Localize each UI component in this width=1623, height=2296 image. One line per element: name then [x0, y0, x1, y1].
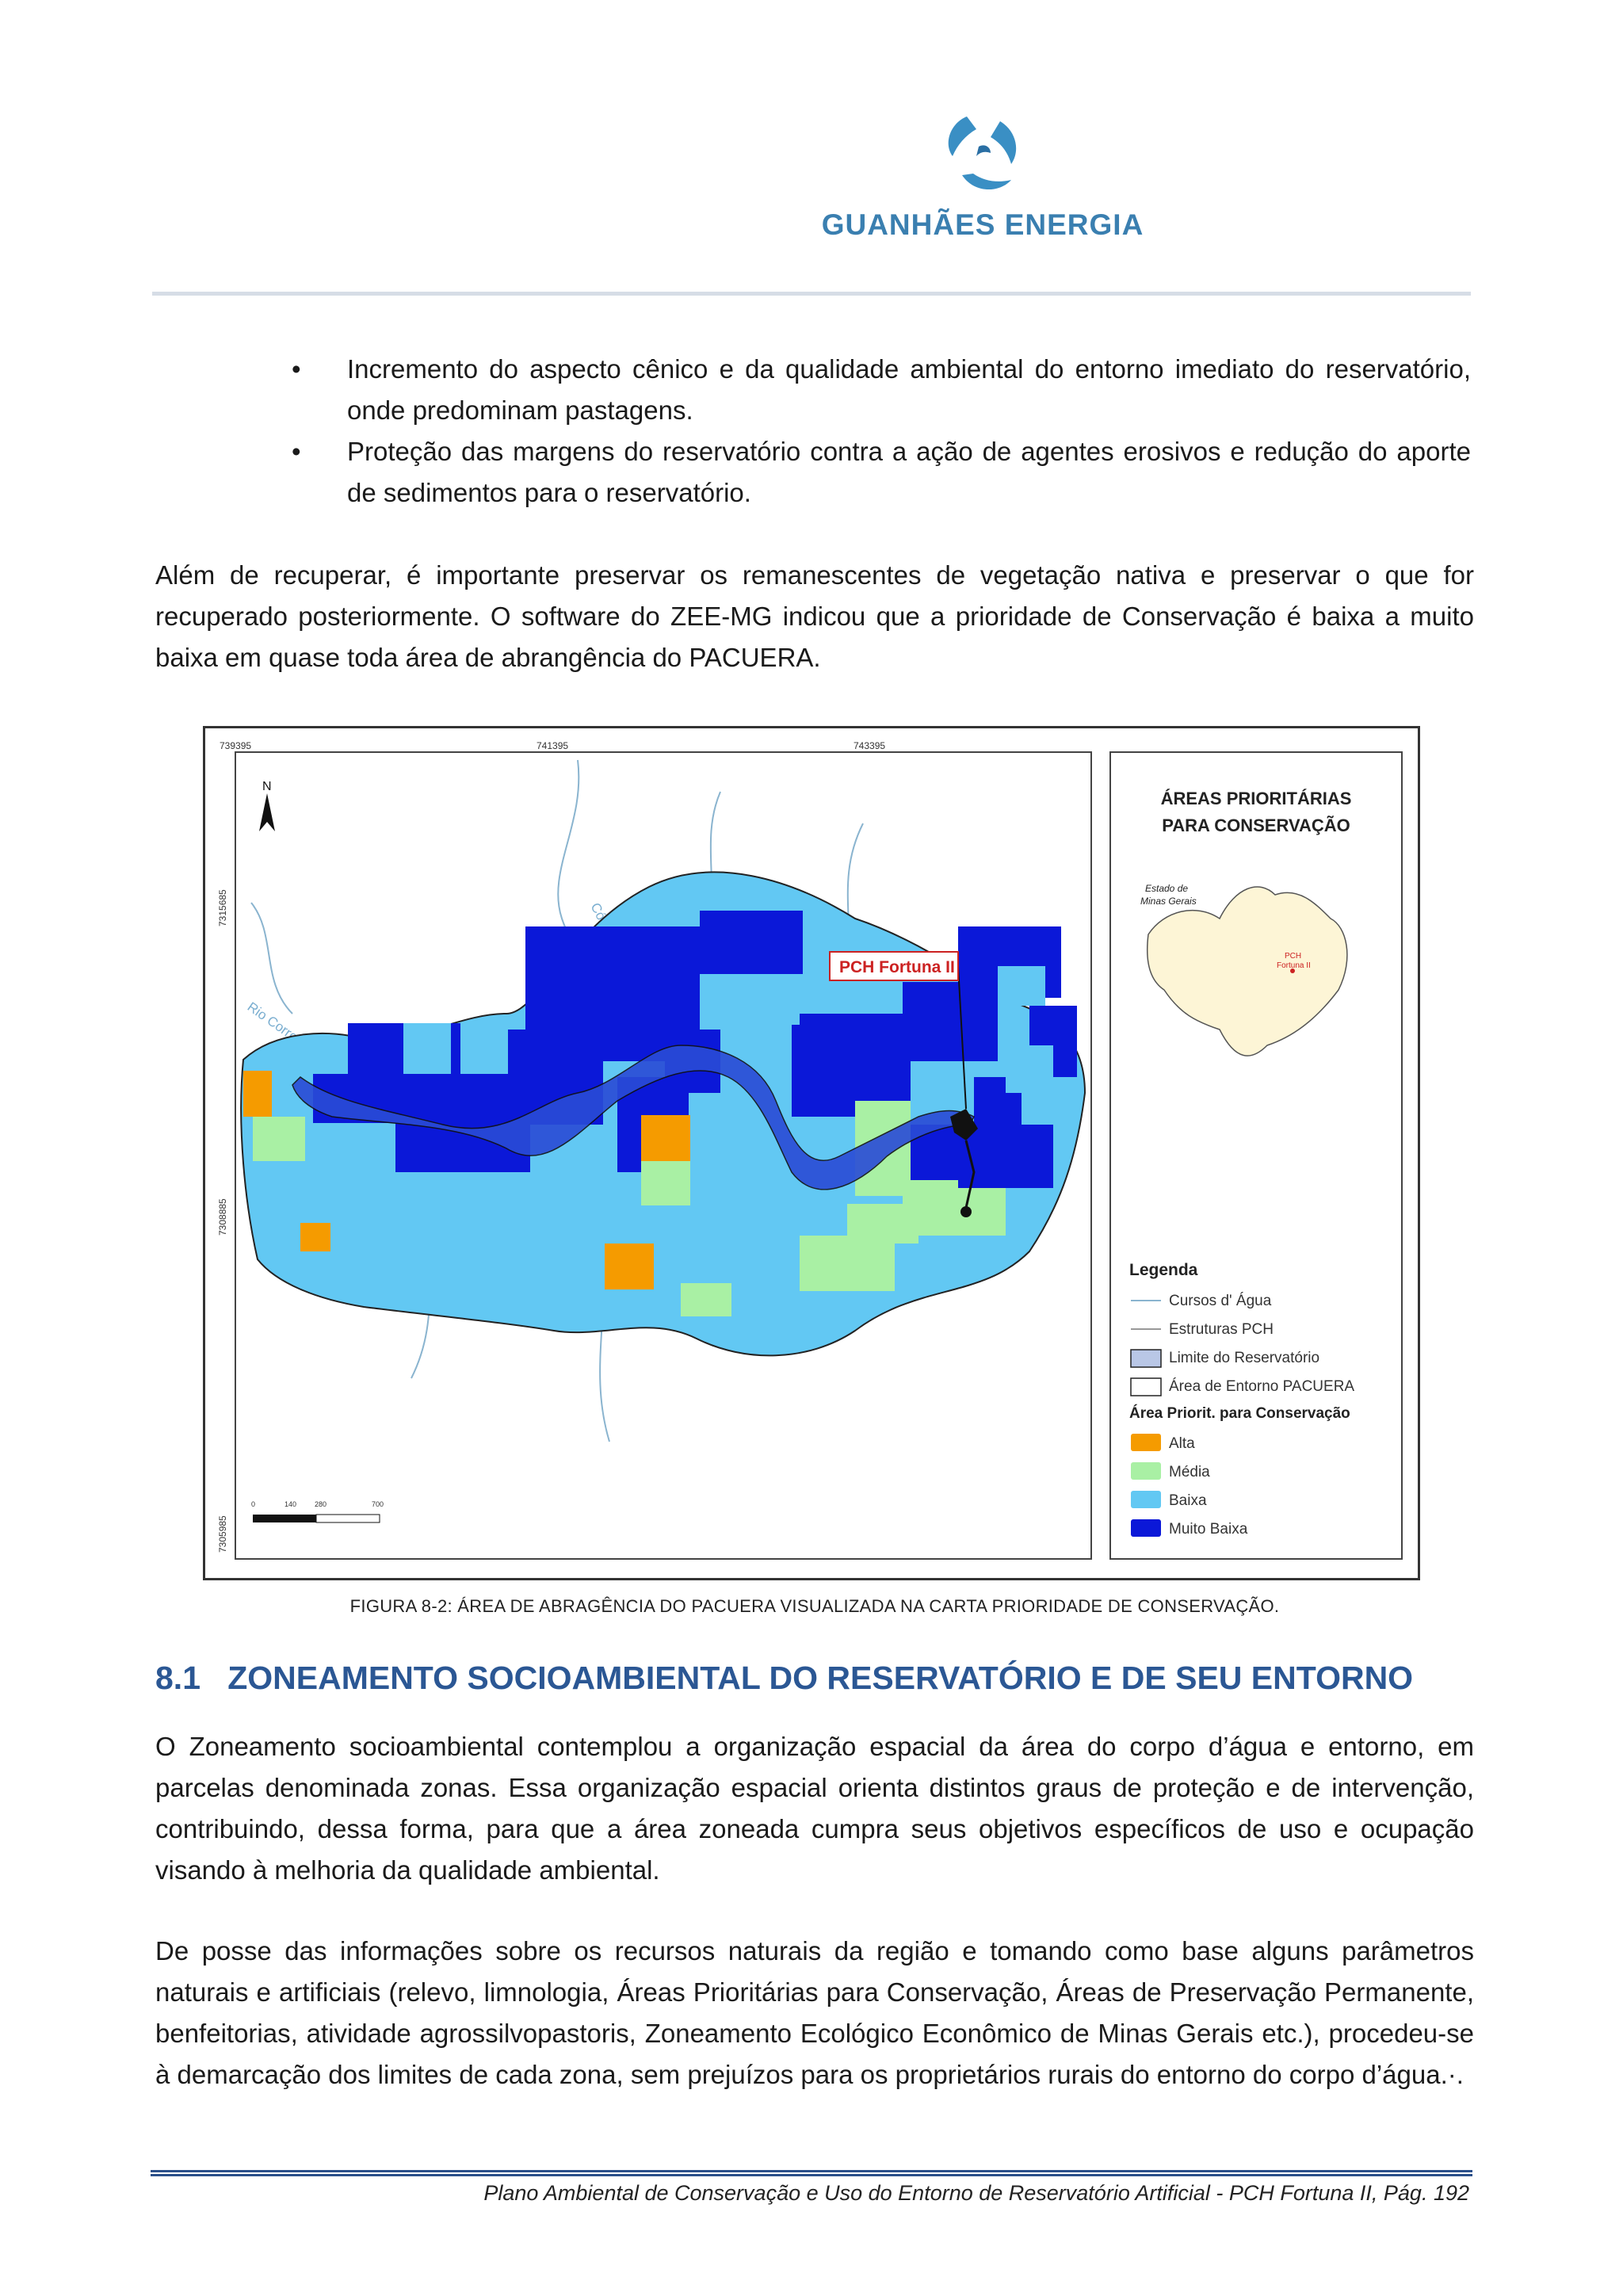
coord-label-top: 741395	[537, 740, 569, 751]
paragraph: Além de recuperar, é importante preservar os remanescentes de vegetação nativa e preservar o que for recuperado posteriormente. O software do ZEE-MG indicou que a prioridade de Conservação é baixa a muito baixa em quase toda área de abrangência do PACUERA.	[155, 560, 1474, 672]
legend-item: Cursos d' Água	[1169, 1293, 1272, 1309]
legend-item: Área de Entorno PACUERA	[1169, 1378, 1355, 1395]
legend-swatch-priority	[1131, 1434, 1161, 1451]
figure-caption: FIGURA 8-2: ÁREA DE ABRAGÊNCIA DO PACUERA VISUALIZADA NA CARTA PRIORIDADE DE CONSERVAÇÃO.	[349, 1596, 1280, 1616]
legend-priority-label: Muito Baixa	[1169, 1521, 1248, 1538]
legend-swatch-priority	[1131, 1519, 1161, 1537]
legend-swatch-priority	[1131, 1491, 1161, 1508]
section-heading	[155, 1660, 1413, 1697]
footer-rule	[151, 2170, 1472, 2176]
logo-text: GUANHÃES ENERGIA	[821, 208, 1144, 241]
map-figure	[203, 726, 1420, 1580]
bullet-item	[152, 349, 1471, 431]
north-label: N	[262, 780, 272, 793]
paragraph: De posse das informações sobre os recursos naturais da região e tomando como base alguns parâmetros naturais e artificiais (relevo, limnologia, Áreas Prioritárias para Conservação, Áreas de Preservação Permanente, benfeitorias, atividade agrossilvopastoris, Zoneamento Ecológico Econômico de Minas Gerais etc.), procedeu-se à demarcação dos limites de cada zona, sem prejuízos para os proprietários rurais do entorno do corpo d’água.·.	[155, 1936, 1474, 2089]
scale-label: 280	[315, 1500, 327, 1508]
legend-title: Legenda	[1129, 1261, 1198, 1279]
guanhaes-logo-icon	[935, 107, 1030, 202]
bullet-item	[152, 431, 1471, 514]
scale-label: 0	[251, 1500, 256, 1508]
coord-label-left: 7315685	[217, 889, 228, 926]
pch-label: PCH Fortuna II	[839, 958, 955, 976]
legend-item: Estruturas PCH	[1169, 1321, 1274, 1338]
inset-label: Minas Gerais	[1140, 896, 1197, 907]
legend-item: Limite do Reservatório	[1169, 1350, 1320, 1366]
coord-label-top: 743395	[854, 740, 886, 751]
coord-label-left: 7305985	[217, 1515, 228, 1553]
panel-title: ÁREAS PRIORITÁRIAS	[1160, 789, 1352, 808]
inset-label: Estado de	[1145, 883, 1189, 894]
scale-label: 140	[285, 1500, 297, 1508]
map-svg	[205, 728, 1418, 1578]
scale-label: 700	[372, 1500, 384, 1508]
bullet-text: Proteção das margens do reservatório contra a ação de agentes erosivos e redução do aporte de sedimentos para o reservatório.	[347, 437, 1471, 507]
bullet-dot: •	[292, 354, 301, 384]
legend-subtitle: Área Priorit. para Conservação	[1129, 1405, 1350, 1422]
inset-pch-label: Fortuna II	[1277, 961, 1311, 970]
section-number: 8.1	[155, 1660, 200, 1696]
bullet-dot: •	[292, 437, 301, 466]
legend-priority-label: Baixa	[1169, 1492, 1207, 1509]
legend-priority-label: Média	[1169, 1464, 1210, 1480]
coord-label-top: 739395	[220, 740, 252, 751]
page-footer: Plano Ambiental de Conservação e Uso do Entorno de Reservatório Artificial - PCH Fortuna II, Pág. 192	[483, 2181, 1469, 2205]
section-title: ZONEAMENTO SOCIOAMBIENTAL DO RESERVATÓRIO E DE SEU ENTORNO	[227, 1660, 1414, 1696]
coord-label-left: 7308885	[217, 1198, 228, 1236]
bullet-text: Incremento do aspecto cênico e da qualidade ambiental do entorno imediato do reservatório, onde predominam pastagens.	[347, 354, 1471, 425]
legend-priority-label: Alta	[1169, 1435, 1195, 1452]
paragraph: O Zoneamento socioambiental contemplou a organização espacial da área do corpo d’água e entorno, em parcelas denominada zonas. Essa organização espacial orienta distintos graus de proteção e de intervenção, contribuindo, dessa forma, para que a área zoneada cumpra seus objetivos específicos de uso e ocupação visando à melhoria da qualidade ambiental.	[155, 1732, 1474, 1885]
legend-swatch-pacuera	[1131, 1378, 1161, 1396]
panel-title: PARA CONSERVAÇÃO	[1162, 816, 1350, 835]
header-rule	[152, 292, 1471, 296]
legend-swatch-reservoir	[1131, 1350, 1161, 1367]
bullet-list	[152, 349, 1471, 514]
company-logo	[816, 107, 1149, 246]
legend-swatch-priority	[1131, 1462, 1161, 1480]
inset-pch-label: PCH	[1285, 952, 1302, 961]
